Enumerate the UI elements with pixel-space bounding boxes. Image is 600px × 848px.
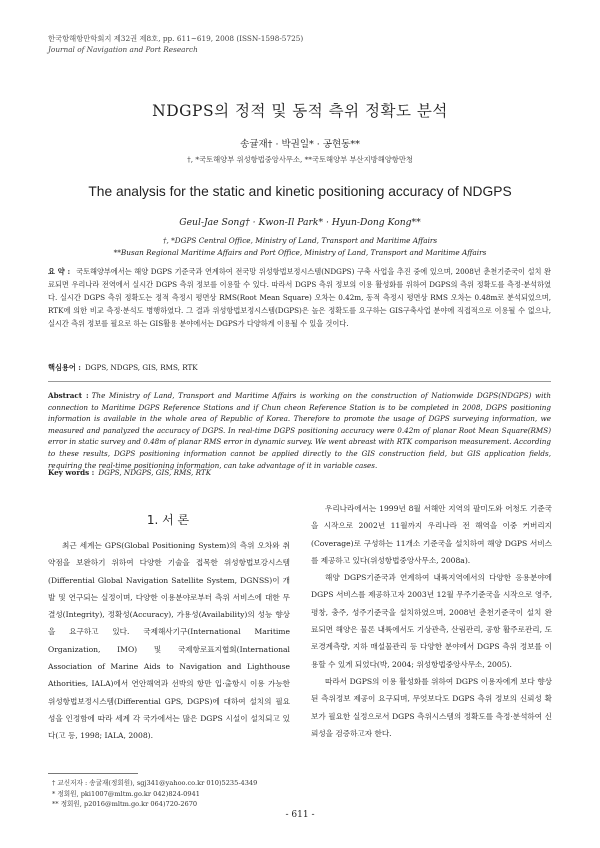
journal-header	[48, 33, 303, 55]
abstract-korean-label: 요 약 :	[48, 267, 71, 276]
abstract-korean-text: 국토해양부에서는 해양 DGPS 기준국과 연계하여 전국망 위성항법보정시스템(NDGPS) 구축 사업을 추진 중에 있으며, 2008년 춘천기준국이 설치 완료되면 우리나라 전역에서 실시간 DGPS 측위 정보를 이용할 수 있다. 따라서 DGPS 측위 정보의 이용 활성화를 위하여 DGPS의 측위 정확도를 측정·분석하였다. 실시간 DGPS 측위 정확도는 정적 측정시 평면상 RMS(Root Mean Square) 오차는 0.42m, 동적 측정시 평면상 RMS 오차는 0.48m로 분석되었으며, RTK에 의한 비교 측정·분석도 병행하였다. 그 결과 위성항법보정시스템(DGPS)은 높은 정확도를 요구하는 GIS구축사업 분야에 직접적으로 이용될 수 없으나, 실시간 측위 정보를 필요로 하는 GIS활용 분야에서는 DGPS가 다양하게 이용될 수 있을 것이다.	[48, 267, 551, 328]
keywords-english	[48, 468, 211, 477]
journal-citation: 한국항해항만학회지 제32권 제8호, pp. 611~619, 2008 (ISSN-1598-5725)	[48, 34, 304, 43]
affiliation-english	[0, 235, 600, 259]
affiliation-english-line: †, *DGPS Central Office, Ministry of Land, Transport and Maritime Affairs	[162, 236, 438, 245]
body-paragraph: 우리나라에서는 1999년 8월 서해안 지역의 팔미도와 어청도 기준국을 시작으로 2002년 11월까지 우리나라 전 해역을 이중 커버리지(Coverage)로 구성하는 11개소 기준국을 설치하여 해양 DGPS 서비스를 제공하고 있다(위성항법중앙사무소, 2008a).	[311, 504, 552, 565]
body-column-right	[311, 500, 552, 742]
page-number: - 611 -	[285, 810, 315, 820]
footnote-divider	[48, 773, 138, 774]
keywords-korean	[48, 363, 198, 373]
footnotes	[52, 778, 257, 810]
body-paragraph: 해양 DGPS기준국과 연계하여 내륙지역에서의 다양한 응용분야에 DGPS 서비스를 제공하고자 2003년 12월 무주기준국을 시작으로 영주, 평창, 충주, 성주기준국을 설치하였으며, 2008년 춘천기준국이 설치 완료되면 해양은 물론 내륙에서도 기상관측, 산림관리, 공항 활주로관리, 도로경계측량, 지하 매설물관리 등 다양한 분야에서 DGPS 측위 정보를 이용할 수 있게 되었다(박, 2004; 위성항법중앙사무소, 2005).	[311, 573, 552, 669]
keywords-korean-text: DGPS, NDGPS, GIS, RMS, RTK	[84, 363, 198, 372]
divider	[48, 381, 551, 382]
authors-english: Geul-Jae Song† · Kwon-Il Park* · Hyun-Dong Kong**	[179, 217, 421, 228]
keywords-english-text: DGPS, NDGPS, GIS, RMS, RTK	[98, 468, 212, 477]
footnote: † 교신저자 : 송귤재(정회원), sgj341@yahoo.co.kr 010)5235-4349	[52, 779, 258, 787]
footnote: * 정회원, pki1007@mltm.go.kr 042)824-0941	[52, 789, 200, 798]
abstract-english-text: The Ministry of Land, Transport and Maritime Affairs is working on the construction of Nationwide DGPS(NDGPS) with connection to Maritime DGPS Reference Stations and if Chun cheon Reference Station is to be completed in 2008, DGPS positioning information is available in the whole area of Republic of Korea. Therefore to promote the usage of DGPS surveying information, we measured and panalyzed the accuracy of DGPS. In real-time DGPS positioning accuracy were 0.42m of planar Root Mean Square(RMS) error in static survey and 0.48m of planar RMS error in dynamic survey. We went abreast with RTK comparison measurement. According to these results, DGPS positioning information cannot be applied directly to the GIS construction field, but GIS application fields, requiring the real-time positioning information, can take advantage of it in variable cases.	[48, 391, 551, 470]
body-column-left	[48, 537, 290, 745]
footnote: ** 정회원, p2016@mltm.go.kr 064)720-2670	[52, 800, 198, 808]
affiliation-korean: †, *국토해양부 위성항법중앙사무소, **국토해양부 부산지방해양항만청	[187, 155, 413, 164]
paper-title-korean: NDGPS의 정적 및 동적 측위 정확도 분석	[152, 102, 448, 120]
keywords-korean-label: 핵심용어 :	[48, 363, 81, 372]
keywords-english-label: Key words :	[48, 468, 95, 477]
abstract-english-label: Abstract :	[48, 391, 89, 400]
abstract-english	[48, 390, 551, 471]
body-paragraph: 따라서 DGPS의 이용 활성화를 위하여 DGPS 이용자에게 보다 향상된 측위정보 제공이 요구되며, 무엇보다도 DGPS 측위 정보의 신뢰성 확보가 필요한 실정으로서 DGPS 측위시스템의 정확도를 측정·분석하여 신뢰성을 검증하고자 한다.	[311, 676, 552, 738]
authors-korean: 송귤재† · 박권일* · 공현동**	[240, 139, 360, 150]
abstract-korean	[48, 265, 551, 330]
journal-name-en: Journal of Navigation and Port Research	[48, 45, 198, 54]
affiliation-english-line: **Busan Regional Maritime Affairs and Port Office, Ministry of Land, Transport and Maritime Affairs	[113, 248, 487, 257]
body-paragraph: 최근 세계는 GPS(Global Positioning System)의 측위 오차와 취약점을 보완하기 위하여 다양한 기술을 접목한 위성항법보강시스템(Differential Global Navigation Satellite System, DGNSS)이 개발 및 연구되는 실정이며, 다양한 이용분야로부터 측위 서비스에 대한 무결성(Integrity), 정확성(Accuracy), 가용성(Availability)의 성능 향상을 요구하고 있다. 국제해사기구(International Maritime Organization, IMO) 및 국제항로표지협회(International Association of Marine Aids to Navigation and Lighthouse Athorities, IALA)에서 연안해역과 선박의 항만 입·출항시 이용 가능한 위성항법보정시스템(Differential GPS, DGPS)에 대하여 설치의 필요성을 인정함에 따라 세계 각 국가에서는 많은 DGPS 시설이 설치되고 있다(고 등, 1998; IALA, 2008).	[48, 541, 290, 741]
paper-title-english: The analysis for the static and kinetic positioning accuracy of NDGPS	[88, 184, 512, 199]
section-heading: 1. 서 론	[146, 513, 190, 527]
